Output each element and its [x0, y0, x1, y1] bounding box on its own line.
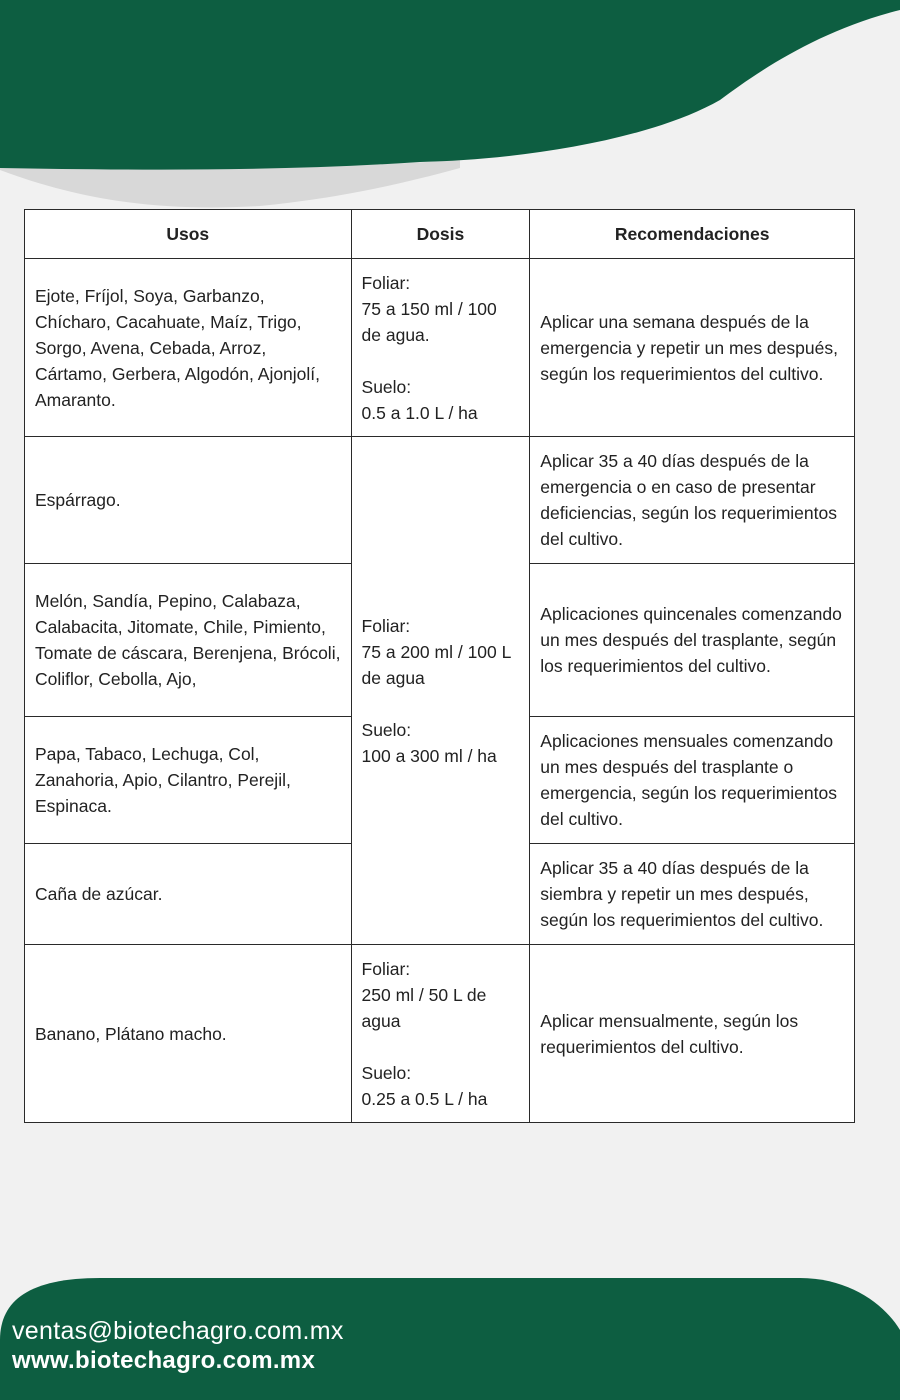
- header-wave-decoration: [0, 0, 900, 215]
- column-header-usos: Usos: [25, 210, 352, 259]
- dosis-cell: Foliar: 75 a 150 ml / 100 de agua. Suelo: 0.5 a 1.0 L / ha: [351, 259, 530, 437]
- dosis-cell: Foliar: 75 a 200 ml / 100 L de agua Suelo: 100 a 300 ml / ha: [351, 437, 530, 945]
- footer-email-link[interactable]: ventas@biotechagro.com.mx: [12, 1317, 344, 1345]
- column-header-recomendaciones: Recomendaciones: [530, 210, 855, 259]
- usos-cell: Melón, Sandía, Pepino, Calabaza, Calabacita, Jitomate, Chile, Pimiento, Tomate de cáscara, Berenjena, Brócoli, Coliflor, Cebolla, Ajo,: [25, 564, 352, 717]
- footer-contact: [12, 1316, 344, 1376]
- usos-cell: Espárrago.: [25, 437, 352, 564]
- table-row: [25, 437, 855, 564]
- recomendaciones-cell: Aplicar 35 a 40 días después de la siembra y repetir un mes después, según los requerimientos del cultivo.: [530, 844, 855, 945]
- footer-website-link[interactable]: www.biotechagro.com.mx: [12, 1347, 316, 1374]
- table-row: [25, 945, 855, 1123]
- header-green-shape: [0, 0, 900, 170]
- table-row: [25, 259, 855, 437]
- recomendaciones-cell: Aplicaciones quincenales comenzando un mes después del trasplante, según los requerimientos del cultivo.: [530, 564, 855, 717]
- usos-cell: Papa, Tabaco, Lechuga, Col, Zanahoria, Apio, Cilantro, Perejil, Espinaca.: [25, 717, 352, 844]
- recomendaciones-cell: Aplicar mensualmente, según los requerimientos del cultivo.: [530, 945, 855, 1123]
- table-header-row: [25, 210, 855, 259]
- dosis-cell: Foliar: 250 ml / 50 L de agua Suelo: 0.25 a 0.5 L / ha: [351, 945, 530, 1123]
- usos-cell: Ejote, Fríjol, Soya, Garbanzo, Chícharo, Cacahuate, Maíz, Trigo, Sorgo, Avena, Cebada, Arroz, Cártamo, Gerbera, Algodón, Ajonjolí, Amaranto.: [25, 259, 352, 437]
- usos-cell: Caña de azúcar.: [25, 844, 352, 945]
- usos-cell: Banano, Plátano macho.: [25, 945, 352, 1123]
- dosage-table: [24, 209, 855, 1123]
- recomendaciones-cell: Aplicar 35 a 40 días después de la emergencia o en caso de presentar deficiencias, según los requerimientos del cultivo.: [530, 437, 855, 564]
- column-header-dosis: Dosis: [351, 210, 530, 259]
- recomendaciones-cell: Aplicar una semana después de la emergencia y repetir un mes después, según los requerimientos del cultivo.: [530, 259, 855, 437]
- recomendaciones-cell: Aplicaciones mensuales comenzando un mes después del trasplante o emergencia, según los requerimientos del cultivo.: [530, 717, 855, 844]
